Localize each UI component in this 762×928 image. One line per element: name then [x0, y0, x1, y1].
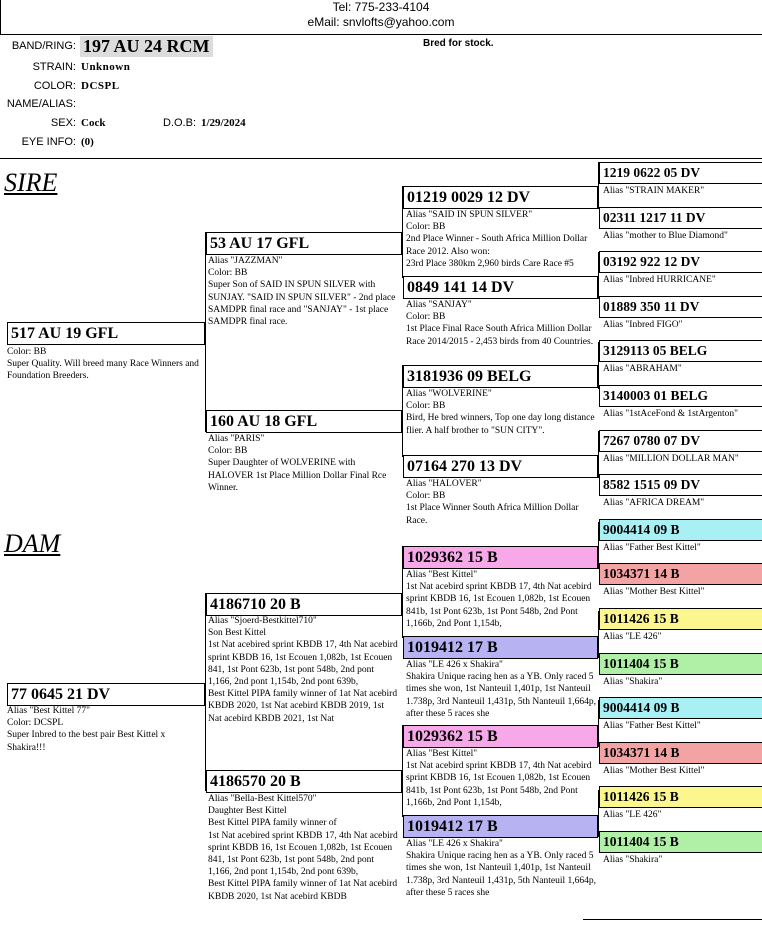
gen4-band-16: 1011404 15 B [599, 831, 762, 853]
gen4-band-10: 1034371 14 B [599, 563, 762, 585]
gen2-info-line: Color: BB [208, 268, 248, 279]
gen2-info-3 [208, 615, 400, 750]
gen3-info-line: Alias "HALOVER" [406, 479, 482, 489]
gen3-info-line: Alias "SANJAY" [406, 300, 472, 310]
gen4-alias-2: Alias "mother to Blue Diamond" [603, 230, 728, 241]
contact-email: eMail: snvlofts@yahoo.com [307, 15, 455, 29]
sex-label: SEX: [50, 117, 76, 129]
sire-info-line: Super Quality. Will breed many Race Winners and Foundation Breeders. [7, 359, 199, 382]
sire-heading: SIRE [4, 168, 58, 197]
gen4-alias-3: Alias "Inbred HURRICANE" [603, 275, 716, 286]
gen4-band-14: 1034371 14 B [599, 742, 762, 764]
gen4-band-3: 03192 922 12 DV [599, 251, 762, 273]
gen3-info-line: Alias "LE 426 x Shakira" [406, 660, 503, 670]
gen4-alias-12: Alias "Shakira" [603, 676, 663, 687]
bottom-rule [583, 919, 762, 920]
name-label: NAME/ALIAS: [6, 98, 76, 110]
gen3-info-7 [406, 748, 596, 812]
gen2-info-2 [208, 433, 398, 503]
bird-note: Bred for stock. [423, 38, 494, 49]
gen3-info-line: Shakira Unique racing hen as a YB. Only raced 5 times she won, 1st Nanteuil 1,401p, 1st Nanteuil 1.738p, 3rd Nanteuil 1,431p, 5th Nanteuil 1,664p, after these 5 races she [406, 851, 596, 898]
gen2-info-1 [208, 255, 402, 335]
strain-label: STRAIN: [32, 61, 76, 73]
band-value: 197 AU 24 RCM [80, 36, 213, 57]
color-value: DCSPL [81, 80, 120, 92]
gen3-info-3 [406, 388, 596, 462]
gen3-info-line: Alias "SAID IN SPUN SILVER" [406, 210, 533, 220]
gen3-info-line: Color: BB [406, 222, 446, 233]
gen4-band-11: 1011426 15 B [599, 608, 762, 630]
gen4-band-4: 01889 350 11 DV [599, 296, 762, 318]
gen2-info-line: Son Best Kittel [208, 628, 267, 639]
gen4-alias-9: Alias "Father Best Kittel" [603, 542, 701, 553]
gen4-band-1: 1219 0622 05 DV [599, 162, 762, 184]
gen3-band-3: 3181936 09 BELG [403, 365, 598, 388]
band-label: BAND/RING: [11, 40, 76, 52]
dob-label: D.O.B: [163, 117, 197, 129]
dob-value: 1/29/2024 [201, 117, 246, 129]
gen2-band-2: 160 AU 18 GFL [206, 410, 402, 433]
gen2-info-line: 1st Nat acebired sprint KBDB 17, 4th Nat acebird sprint KBDB 16, 1st Ecouen 1,082b, 1st Ecouen 841, 1st Pont 623b, 1st pont 548b, 2nd pont 1,166, 2nd pont 1,154b, 2nd pont 639b, [208, 640, 398, 688]
gen4-alias-1: Alias "STRAIN MAKER" [603, 186, 705, 196]
gen4-band-13: 9004414 09 B [599, 697, 762, 719]
gen2-info-line: Alias "PARIS" [208, 434, 265, 444]
gen3-info-line: Bird, He bred winners, Top one day long distance flier. A half brother to "SUN CITY". [406, 413, 595, 436]
gen2-info-line: Alias "JAZZMAN" [208, 256, 283, 266]
gen3-info-line: 23rd Place 380km 2,960 birds Care Race #5 [406, 258, 574, 269]
gen3-info-5 [406, 569, 596, 633]
gen3-info-line: 1st Place Final Race South Africa Million Dollar Race 2014/2015 - 2,453 birds from 40 Countries. [406, 324, 594, 347]
gen3-info-line: 1st Nat acebird sprint KBDB 17, 4th Nat acebird sprint KBDB 16, 1st Ecouen 1,082b, 1st Ecouen 841b, 1st Pont 623b, 1st Pont 548b, 2nd Pont 1,166b, 2nd Pont 1,154b, [406, 582, 592, 629]
gen3-info-line: Color: BB [406, 491, 446, 502]
gen3-info-6 [406, 659, 596, 735]
gen2-band-1: 53 AU 17 GFL [206, 232, 402, 255]
gen3-band-7: 1029362 15 B [403, 725, 598, 748]
gen4-band-2: 02311 1217 11 DV [599, 207, 762, 229]
gen4-alias-6: Alias "1stAceFond & 1stArgenton" [603, 409, 739, 419]
gen2-info-line: Best Kittel PIPA family winner of [208, 818, 337, 829]
gen4-alias-4: Alias "Inbred FIGO" [603, 319, 683, 330]
gen4-alias-10: Alias "Mother Best Kittel" [603, 587, 705, 598]
gen4-band-12: 1011404 15 B [599, 653, 762, 675]
gen3-info-line: Alias "Best Kittel" [406, 570, 478, 580]
gen4-alias-14: Alias "Mother Best Kittel" [603, 765, 705, 776]
dam-info [7, 705, 202, 765]
gen4-alias-13: Alias "Father Best Kittel" [603, 721, 701, 732]
gen3-info-line: Alias "LE 426 x Shakira" [406, 839, 503, 849]
gen4-alias-5: Alias "ABRAHAM" [603, 364, 682, 375]
gen4-alias-15: Alias "LE 426" [603, 810, 662, 821]
gen2-info-line: Best Kittel PIPA family winner of 1at Nat acebird KBDB 2020, 1st Nat acebird KBDB [208, 879, 398, 902]
gen3-info-4 [406, 478, 596, 550]
gen2-info-4 [208, 793, 400, 926]
gen3-band-6: 1019412 17 B [403, 636, 598, 659]
gen4-band-15: 1011426 15 B [599, 786, 762, 808]
gen2-band-4: 4186570 20 B [206, 770, 402, 793]
gen3-band-2: 0849 141 14 DV [403, 276, 598, 299]
gen2-info-line: Alias "Sjoerd-Bestkittel710" [208, 616, 317, 626]
gen3-info-line: 1st Nat acebird sprint KBDB 17, 4th Nat acebird sprint KBDB 16, 1st Ecouen 1,082b, 1st Ecouen 841b, 1st Pont 623b, 1st Pont 548b, 2nd Pont 1,166b, 2nd Pont 1,154b, [406, 761, 592, 808]
dam-info-line: Super Inbred to the best pair Best Kittel x Shakira!!! [7, 730, 166, 753]
gen3-info-line: Shakira Unique racing hen as a YB. Only raced 5 times she won, 1st Nanteuil 1,401p, 1st Nanteuil 1.738p, 3rd Nanteuil 1,431p, 5th Nanteuil 1,664p, after these 5 races she [406, 672, 596, 719]
gen4-band-9: 9004414 09 B [599, 519, 762, 541]
gen4-alias-11: Alias "LE 426" [603, 632, 662, 642]
pedigree-divider [0, 158, 762, 159]
sire-info-line: Color: BB [7, 347, 47, 357]
gen2-info-line: Super Daughter of WOLVERINE with HALOVER 1st Place Million Dollar Final Rce Winner. [208, 458, 387, 493]
gen2-info-line: Color: BB [208, 446, 248, 457]
gen4-alias-8: Alias "AFRICA DREAM" [603, 498, 705, 509]
gen4-alias-7: Alias "MILLION DOLLAR MAN" [603, 453, 739, 464]
gen3-info-line: Color: BB [406, 312, 446, 323]
eye-label: EYE INFO: [21, 136, 76, 148]
gen2-info-line: Super Son of SAID IN SPUN SILVER with SUNJAY. "SAID IN SPUN SILVER" - 2nd place SAMDPR final race and "SANJAY" - 1st place SAMDPR final race. [208, 280, 396, 328]
gen3-band-8: 1019412 17 B [403, 815, 598, 838]
gen3-band-5: 1029362 15 B [403, 546, 598, 569]
gen4-band-8: 8582 1515 09 DV [599, 474, 762, 496]
dam-info-line: Alias "Best Kittel 77" [7, 706, 90, 716]
header-left-border [0, 0, 1, 34]
sex-value: Cock [81, 117, 106, 129]
gen2-info-line: Best Kittel PIPA family winner of 1at Nat acebird KBDB 2020, 1st Nat acebird KBDB 2019, 1st Nat acebird KBDB 2021, 1st Nat [208, 689, 398, 724]
gen3-info-line: Color: BB [406, 401, 446, 412]
gen3-info-line: Alias "Best Kittel" [406, 749, 478, 759]
gen2-band-3: 4186710 20 B [206, 593, 402, 616]
dam-band: 77 0645 21 DV [7, 683, 205, 706]
gen3-info-1 [406, 209, 596, 273]
dam-info-line: Color: DCSPL [7, 718, 64, 729]
gen2-info-line: 1st Nat acebired sprint KBDB 17, 4th Nat acebird sprint KBDB 16, 1st Ecouen 1,082b, 1st Ecouen 841, 1st Pont 623b, 1st pont 548b, 2nd pont 1,166, 2nd pont 1,154b, 2nd pont 639b, [208, 830, 398, 878]
header-divider [0, 34, 762, 35]
color-label: COLOR: [33, 80, 76, 92]
gen2-info-line: Alias "Bella-Best Kittel570" [208, 794, 317, 804]
connector [205, 232, 206, 432]
sire-info [7, 346, 207, 406]
gen3-info-line: 2nd Place Winner - South Africa Million Dollar Race 2012. Also won: [406, 234, 588, 257]
gen3-info-line: 1st Place Winner South Africa Million Dollar Race. [406, 503, 579, 526]
contact-tel: Tel: 775-233-4104 [332, 0, 430, 14]
gen4-alias-16: Alias "Shakira" [603, 855, 663, 865]
gen3-band-4: 07164 270 13 DV [403, 455, 598, 478]
gen3-band-1: 01219 0029 12 DV [403, 186, 598, 209]
gen3-info-8 [406, 838, 596, 920]
gen2-info-line: Daughter Best Kittel [208, 806, 287, 817]
gen3-info-line: Alias "WOLVERINE" [406, 389, 492, 399]
gen4-band-6: 3140003 01 BELG [599, 385, 762, 407]
eye-value: (0) [81, 136, 94, 148]
connector [205, 593, 206, 791]
strain-value: Unknown [81, 61, 131, 73]
sire-band: 517 AU 19 GFL [7, 322, 205, 345]
gen4-band-5: 3129113 05 BELG [599, 340, 762, 362]
gen4-band-7: 7267 0780 07 DV [599, 430, 762, 452]
dam-heading: DAM [4, 529, 61, 558]
